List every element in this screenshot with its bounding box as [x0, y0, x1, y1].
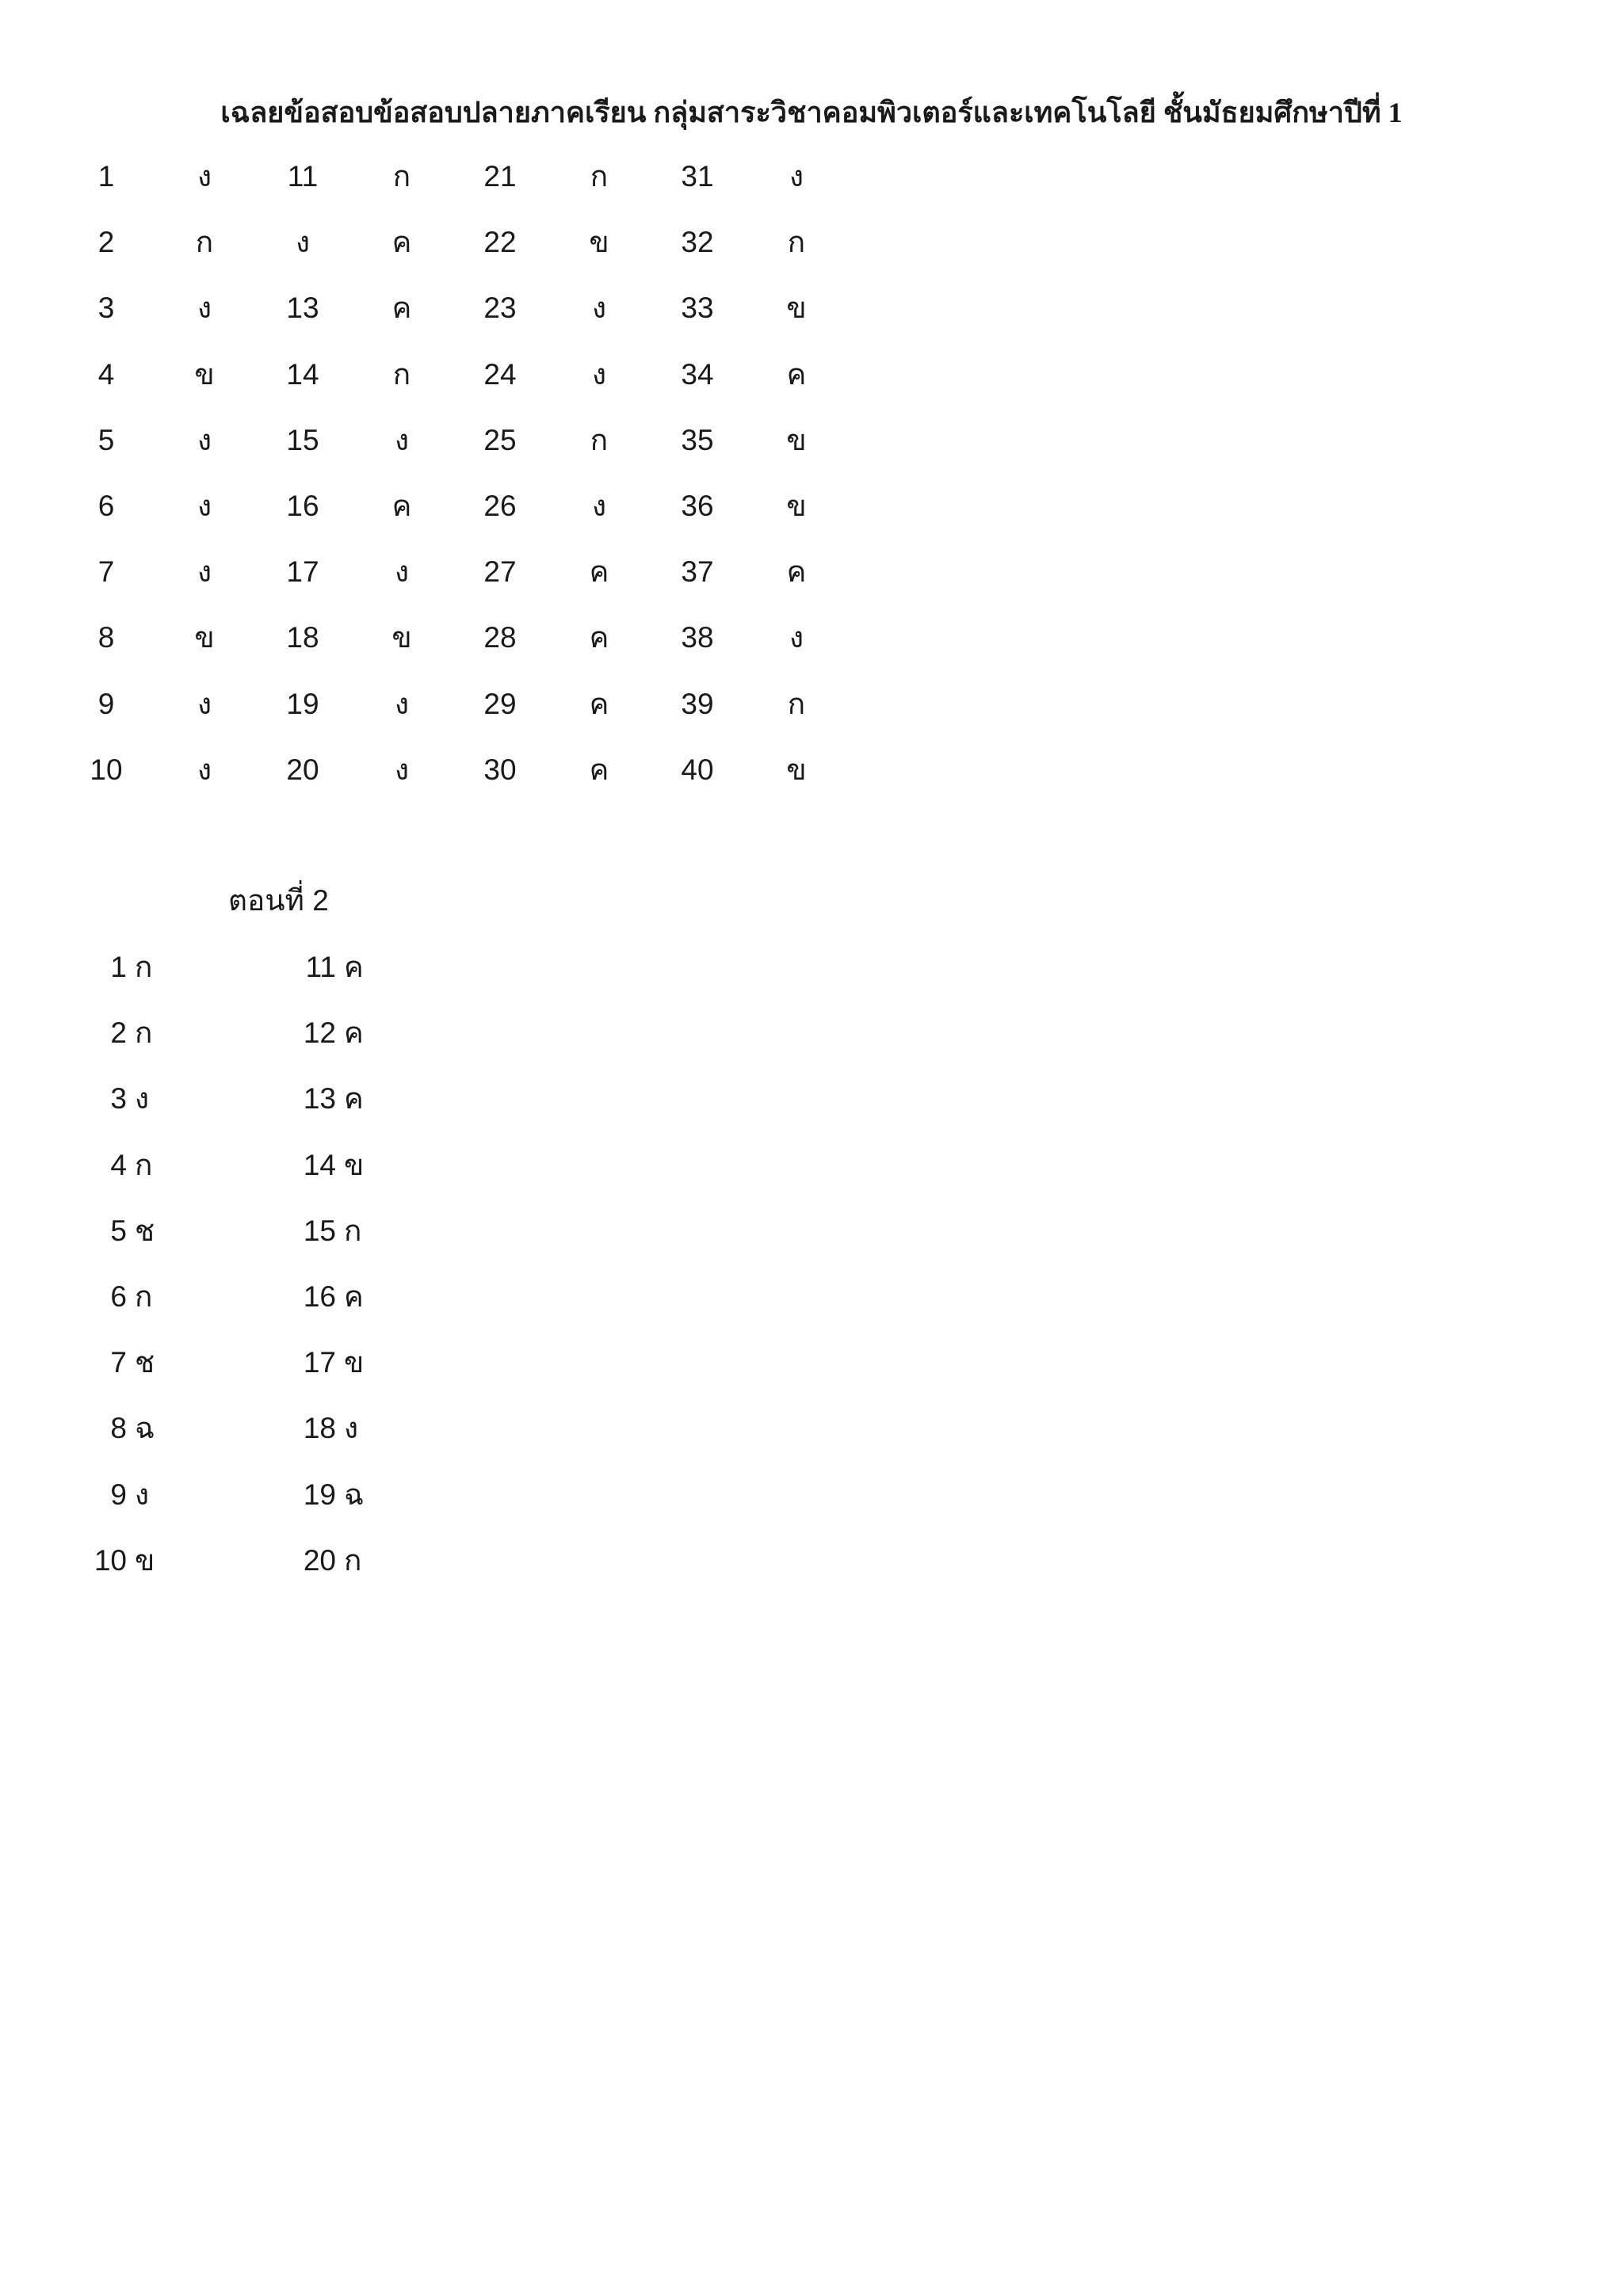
question-number: 17 [303, 1346, 336, 1379]
question-number: 37 [681, 555, 714, 589]
part2-heading: ตอนที่ 2 [228, 884, 329, 917]
question-number: 20 [286, 753, 319, 786]
question-number: 4 [110, 1148, 127, 1181]
question-number: 15 [286, 423, 319, 456]
question-number: 19 [303, 1478, 336, 1511]
question-number: 34 [681, 357, 714, 391]
answer-row [79, 1071, 475, 1137]
answer-choice: ข [135, 1543, 155, 1577]
answer-choice: ช [135, 1214, 155, 1247]
question-number: 2 [97, 226, 115, 259]
answer-choice: ก [392, 357, 411, 391]
question-number: 30 [483, 753, 517, 786]
question-number: 12 [303, 1016, 336, 1050]
question-number: 8 [110, 1412, 127, 1445]
answer-choice: ก [787, 687, 806, 720]
answer-choice: ก [344, 1214, 362, 1247]
answer-choice: ช [135, 1346, 155, 1379]
question-number: 31 [681, 160, 714, 193]
answer-row [79, 413, 840, 479]
answer-choice: ก [392, 160, 411, 193]
question-number: 9 [97, 687, 115, 720]
answer-choice: ก [195, 226, 214, 259]
answer-choice: ง [197, 555, 212, 589]
question-number: 4 [97, 357, 115, 391]
question-number: 39 [681, 687, 714, 720]
question-number: 13 [286, 292, 319, 325]
answer-choice: ก [135, 1016, 153, 1050]
answer-choice: ค [391, 292, 412, 325]
answer-choice: ง [197, 753, 212, 786]
answer-choice: ค [786, 357, 807, 391]
question-number: 21 [483, 160, 517, 193]
answer-choice: ง [394, 687, 410, 720]
answer-choice: ข [194, 357, 215, 391]
answer-choice: ค [391, 226, 412, 259]
part1-answer-grid [79, 149, 840, 808]
answer-choice: ก [344, 1543, 362, 1577]
answer-row [79, 742, 840, 808]
answer-choice: ง [591, 489, 607, 522]
question-number: 3 [97, 292, 115, 325]
answer-choice: ก [590, 423, 609, 456]
question-number: 24 [483, 357, 517, 391]
answer-choice: ก [135, 951, 153, 983]
answer-row [79, 1533, 475, 1599]
answer-choice: ข [589, 226, 609, 259]
answer-choice: ก [590, 160, 609, 193]
question-number: 7 [110, 1346, 127, 1379]
question-number: 23 [483, 292, 517, 325]
question-number: 10 [90, 753, 123, 786]
answer-choice: ง [394, 555, 410, 589]
answer-choice: ง [197, 489, 212, 522]
question-number: 26 [483, 489, 517, 522]
question-number: 8 [97, 621, 115, 654]
answer-choice: ฉ [344, 1478, 365, 1511]
question-number: 11 [287, 160, 319, 193]
part2-answer-grid [79, 940, 475, 1599]
question-number: 16 [303, 1280, 336, 1313]
answer-choice: ง [591, 292, 607, 325]
question-number: 29 [483, 687, 517, 720]
answer-row [79, 1138, 475, 1203]
answer-choice: ง [197, 423, 212, 456]
answer-row [79, 149, 840, 215]
answer-row [79, 1401, 475, 1466]
answer-row [79, 347, 840, 413]
answer-choice: ข [786, 489, 807, 522]
question-number: 19 [286, 687, 319, 720]
question-number: 35 [681, 423, 714, 456]
answer-row [79, 479, 840, 544]
answer-choice: ง [789, 621, 804, 654]
question-number: 32 [681, 226, 714, 259]
question-number: 33 [681, 292, 714, 325]
answer-choice: ง [197, 160, 212, 193]
question-number: 14 [286, 357, 319, 391]
question-number: 5 [97, 423, 115, 456]
answer-choice: ง [197, 292, 212, 325]
answer-choice: ก [135, 1148, 153, 1181]
question-number: 18 [303, 1412, 336, 1445]
answer-choice: ข [786, 753, 807, 786]
question-number: 38 [681, 621, 714, 654]
answer-choice: ก [135, 1280, 153, 1313]
question-number: 22 [483, 226, 517, 259]
answer-choice: ข [786, 292, 807, 325]
question-number: 7 [97, 555, 115, 589]
answer-choice: ก [787, 226, 806, 259]
document-title: เฉลยข้อสอบข้อสอบปลายภาคเรียน กลุ่มสาระวิชาคอมพิวเตอร์และเทคโนโลยี ชั้นมัธยมศึกษาปีที่ 1 [220, 97, 1403, 128]
answer-choice: ง [135, 1478, 150, 1511]
answer-choice: ค [589, 687, 609, 720]
question-number: ง [295, 226, 311, 259]
question-number: 6 [97, 489, 115, 522]
question-number: 13 [303, 1082, 336, 1116]
answer-row [79, 940, 475, 1005]
question-number: 16 [286, 489, 319, 522]
question-number: 17 [286, 555, 319, 589]
question-number: 40 [681, 753, 714, 786]
question-number: 10 [94, 1543, 127, 1577]
answer-row [79, 1335, 475, 1401]
question-number: 6 [110, 1280, 127, 1313]
answer-choice: ง [394, 423, 410, 456]
question-number: 5 [110, 1214, 127, 1247]
answer-row [79, 1269, 475, 1335]
question-number: 28 [483, 621, 517, 654]
answer-choice: ค [344, 1016, 364, 1050]
answer-choice: ง [197, 687, 212, 720]
answer-row [79, 1203, 475, 1269]
answer-choice: ค [589, 753, 609, 786]
answer-choice: ค [786, 555, 807, 589]
answer-row [79, 1467, 475, 1533]
question-number: 9 [110, 1478, 127, 1511]
answer-row [79, 610, 840, 676]
answer-choice: ข [344, 1148, 365, 1181]
answer-choice: ข [344, 1346, 365, 1379]
question-number: 11 [305, 951, 336, 983]
answer-choice: ข [786, 423, 807, 456]
question-number: 1 [97, 160, 115, 193]
question-number: 20 [303, 1543, 336, 1577]
question-number: 3 [110, 1082, 127, 1116]
answer-choice: ข [194, 621, 215, 654]
question-number: 1 [110, 951, 127, 983]
answer-choice: ค [344, 951, 364, 983]
answer-choice: ข [391, 621, 412, 654]
question-number: 2 [110, 1016, 127, 1050]
question-number: 14 [303, 1148, 336, 1181]
answer-choice: ค [344, 1082, 364, 1116]
answer-choice: ค [589, 621, 609, 654]
answer-choice: ง [135, 1082, 150, 1116]
answer-choice: ง [591, 357, 607, 391]
answer-choice: ง [344, 1412, 359, 1445]
answer-choice: ค [391, 489, 412, 522]
question-number: 27 [483, 555, 517, 589]
answer-choice: ง [394, 753, 410, 786]
answer-row [79, 215, 840, 280]
question-number: 36 [681, 489, 714, 522]
answer-choice: ค [589, 555, 609, 589]
question-number: 18 [286, 621, 319, 654]
answer-choice: ฉ [135, 1412, 155, 1445]
answer-choice: ง [789, 160, 804, 193]
question-number: 25 [483, 423, 517, 456]
question-number: 15 [303, 1214, 336, 1247]
answer-choice: ค [344, 1280, 364, 1313]
answer-row [79, 1005, 475, 1071]
answer-row [79, 677, 840, 742]
answer-row [79, 280, 840, 346]
answer-row [79, 544, 840, 610]
